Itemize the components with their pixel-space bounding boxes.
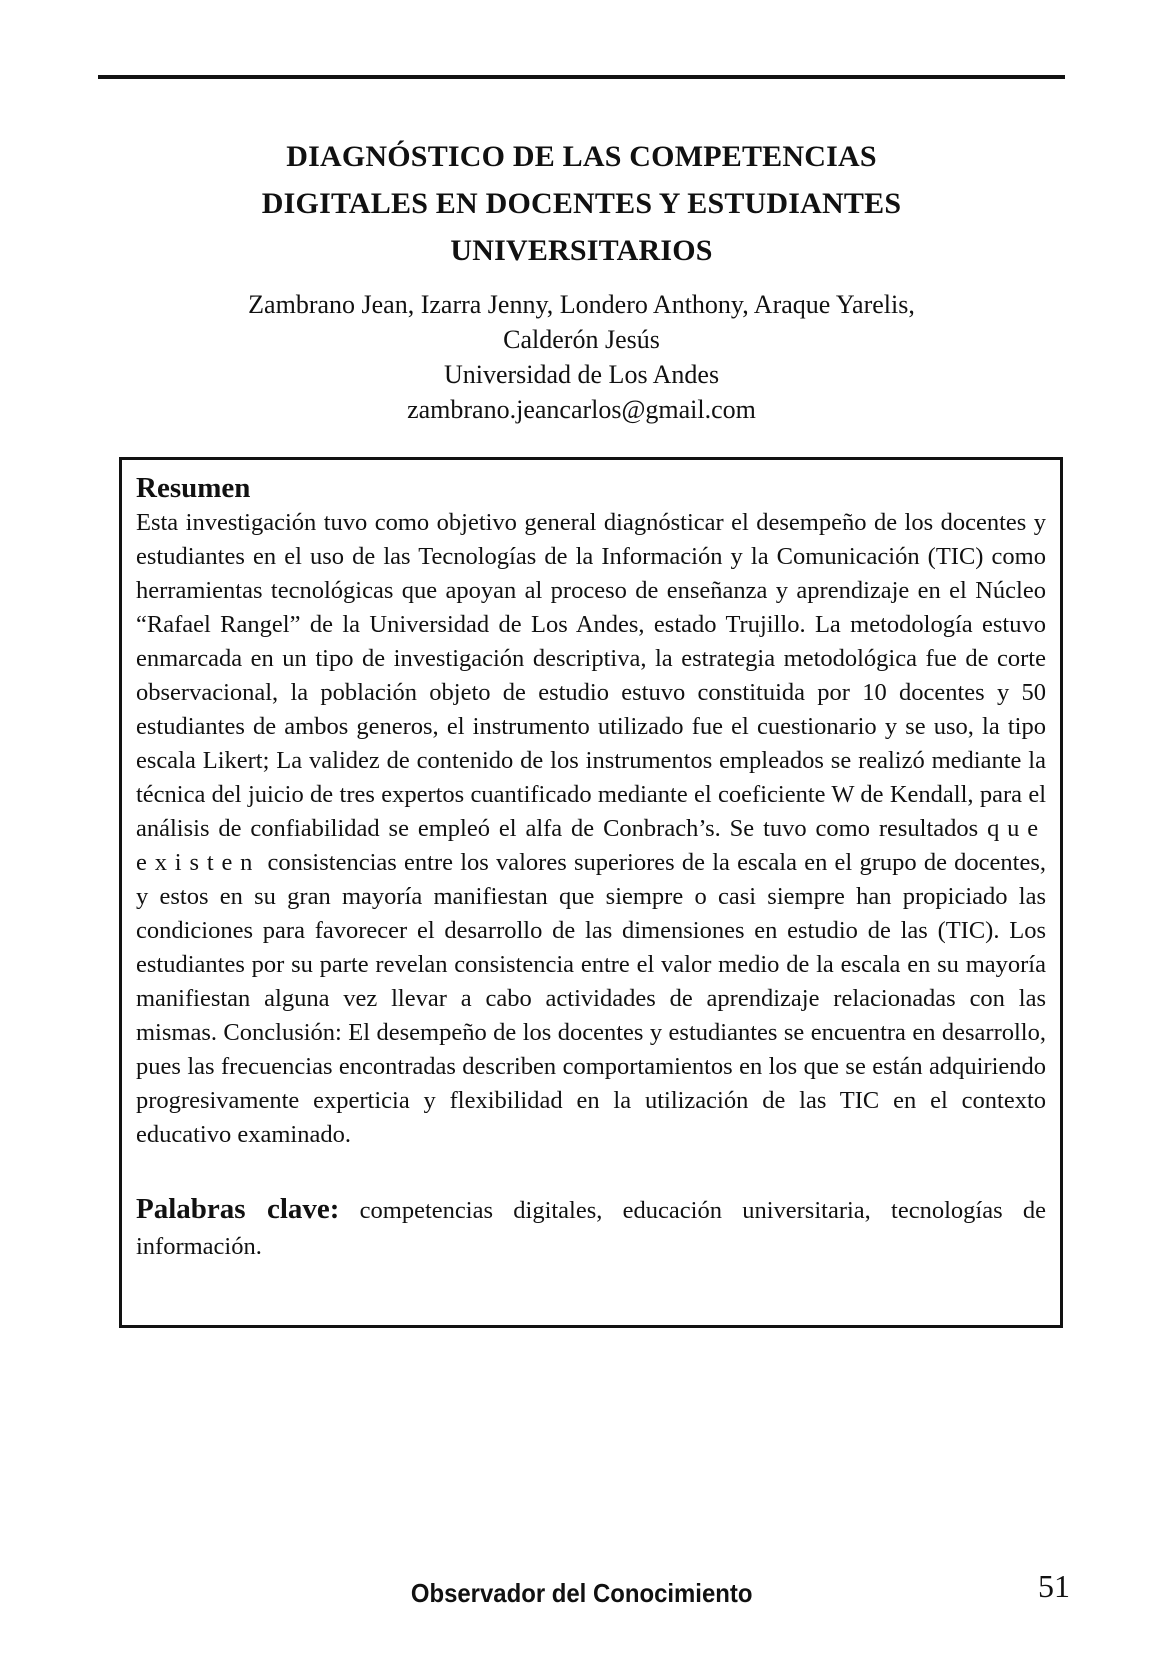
keywords-line	[136, 1191, 1046, 1265]
contact-email: zambrano.jeancarlos@gmail.com	[407, 395, 756, 424]
abstract-text-spaced-segment: que existen	[136, 815, 1046, 876]
journal-name	[98, 1578, 1065, 1609]
abstract-heading: Resumen	[136, 472, 251, 504]
page-number: 51	[1038, 1568, 1070, 1604]
article-title-line-2: DIGITALES EN DOCENTES Y ESTUDIANTES	[261, 187, 902, 220]
abstract-text-part-2: consistencias entre los valores superiores de la escala en el grupo de docentes, y estos en su gran mayoría manifiestan que siempre o casi siempre han propiciado las condiciones para favorecer el desarrollo de las dimensiones en estudio de las (TIC). Los estudiantes por su parte revelan consistencia entre el valor medio de la escala en su mayoría manifiestan alguna vez llevar a cabo actividades de aprendizaje relacionadas con las mismas. Conclusión: El desempeño de los docentes y estudiantes se encuentra en desarrollo, pues las frecuencias encontradas describen comportamientos en los que se están adquiriendo progresivamente experticia y flexibilidad en la utilización de las TIC en el contexto educativo examinado.	[136, 849, 1047, 1148]
abstract-text-part-1: Esta investigación tuvo como objetivo general diagnósticar el desempeño de los docentes y estudiantes en el uso de las Tecnologías de la Información y la Comunicación (TIC) como herramientas tecnológicas que apoyan al proceso de enseñanza y aprendizaje en el Núcleo “Rafael Rangel” de la Universidad de Los Andes, estado Trujillo. La metodología estuvo enmarcada en un tipo de investigación descriptiva, la estrategia metodológica fue de corte observacional, la población objeto de estudio estuvo constituida por 10 docentes y 50 estudiantes de ambos generos, el instrumento utilizado fue el cuestionario y se uso, la tipo escala Likert; La validez de contenido de los instrumentos empleados se realizó mediante la técnica del juicio de tres expertos cuantificado mediante el coeficiente W de Kendall, para el análisis de confiabilidad se empleó el alfa de Conbrach’s. Se tuvo como resultados	[136, 509, 1046, 842]
article-title-line-3: UNIVERSITARIOS	[450, 234, 713, 267]
author-block	[98, 287, 1065, 427]
article-title-line-1: DIAGNÓSTICO DE LAS COMPETENCIAS	[286, 140, 877, 173]
keywords-text: competencias digitales, educación universitaria, tecnologías de información.	[136, 1197, 1047, 1260]
abstract-box	[119, 457, 1063, 1328]
authors-line-1: Zambrano Jean, Izarra Jenny, Londero Anthony, Araque Yarelis,	[248, 290, 915, 319]
affiliation: Universidad de Los Andes	[443, 360, 720, 389]
authors-line-2: Calderón Jesús	[503, 325, 660, 354]
journal-name-text: Observador del Conocimiento	[410, 1578, 753, 1608]
article-title	[98, 133, 1065, 274]
abstract-text	[136, 506, 1046, 1152]
keywords-label: Palabras clave:	[136, 1193, 340, 1225]
top-rule	[98, 75, 1065, 79]
